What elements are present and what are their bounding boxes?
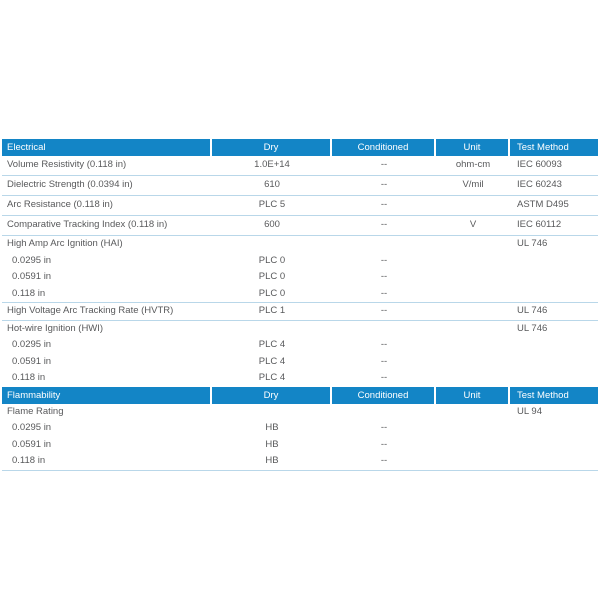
property-cell: Hot-wire Ignition (HWI) xyxy=(7,322,104,334)
table-row xyxy=(2,453,598,471)
table-row xyxy=(2,354,598,371)
table-row xyxy=(2,176,598,196)
unit-cell xyxy=(436,236,510,253)
column-header-conditioned: Conditioned xyxy=(332,139,436,156)
unit-cell xyxy=(436,354,510,371)
section-header-row-flammability xyxy=(2,387,598,404)
conditioned-cell: -- xyxy=(380,339,388,350)
thickness-cell: 0.0295 in xyxy=(12,339,52,350)
conditioned-cell: -- xyxy=(380,271,388,282)
table-row xyxy=(2,216,598,236)
column-header-dry: Dry xyxy=(212,139,332,156)
section-title: Flammability xyxy=(2,387,212,404)
table-row xyxy=(2,286,598,304)
test-method-cell: UL 94 xyxy=(517,405,542,417)
property-cell: High Voltage Arc Tracking Rate (HVTR) xyxy=(7,305,174,316)
conditioned-cell: -- xyxy=(380,254,388,266)
column-header-conditioned: Conditioned xyxy=(332,387,436,404)
test-method-cell xyxy=(510,337,598,354)
table-row xyxy=(2,253,598,270)
conditioned-cell xyxy=(332,404,436,421)
property-cell: Volume Resistivity (0.118 in) xyxy=(7,159,127,170)
table-row xyxy=(2,437,598,454)
section-header-row-electrical xyxy=(2,139,598,156)
test-method-cell xyxy=(510,420,598,437)
dry-value-cell xyxy=(212,321,332,338)
thickness-cell: 0.0591 in xyxy=(12,355,52,367)
unit-cell: V/mil xyxy=(462,179,484,190)
dry-value-cell: PLC 0 xyxy=(258,271,286,282)
test-method-cell: IEC 60112 xyxy=(517,219,562,230)
thickness-cell: 0.0591 in xyxy=(12,438,52,450)
test-method-cell: IEC 60093 xyxy=(517,159,562,170)
dry-value-cell: PLC 0 xyxy=(258,287,286,299)
conditioned-cell: -- xyxy=(380,422,388,433)
conditioned-cell: -- xyxy=(380,305,388,316)
dry-value-cell: 1.0E+14 xyxy=(254,159,290,170)
test-method-cell: UL 746 xyxy=(517,305,548,316)
conditioned-cell: -- xyxy=(380,372,388,383)
dry-value-cell: HB xyxy=(265,422,279,433)
table-row xyxy=(2,337,598,354)
unit-cell xyxy=(436,404,510,421)
test-method-cell xyxy=(510,286,598,303)
conditioned-cell: -- xyxy=(380,159,388,170)
test-method-cell xyxy=(510,269,598,286)
conditioned-cell: -- xyxy=(380,179,388,190)
dry-value-cell: PLC 4 xyxy=(258,339,286,350)
dry-value-cell: PLC 4 xyxy=(258,372,286,383)
dry-value-cell: 610 xyxy=(264,179,280,190)
test-method-cell: IEC 60243 xyxy=(517,179,562,190)
test-method-cell xyxy=(510,437,598,454)
table-row xyxy=(2,420,598,437)
test-method-cell: UL 746 xyxy=(517,238,548,249)
dry-value-cell: PLC 5 xyxy=(258,199,286,210)
table-row xyxy=(2,196,598,216)
table-row xyxy=(2,321,598,338)
thickness-cell: 0.118 in xyxy=(12,455,46,466)
property-cell: Arc Resistance (0.118 in) xyxy=(7,199,113,210)
unit-cell xyxy=(436,420,510,437)
thickness-cell: 0.0591 in xyxy=(12,271,52,282)
dry-value-cell: PLC 1 xyxy=(258,305,286,316)
table-row xyxy=(2,404,598,421)
property-cell: Dielectric Strength (0.0394 in) xyxy=(7,179,133,190)
dry-value-cell: 600 xyxy=(264,219,280,230)
conditioned-cell xyxy=(332,321,436,338)
column-header-unit: Unit xyxy=(436,387,510,404)
test-method-cell xyxy=(510,253,598,270)
thickness-cell: 0.118 in xyxy=(12,287,46,299)
dry-value-cell: HB xyxy=(265,438,279,450)
test-method-cell: UL 746 xyxy=(517,322,548,334)
thickness-cell: 0.0295 in xyxy=(12,254,52,266)
table-row xyxy=(2,303,598,321)
dry-value-cell xyxy=(212,404,332,421)
conditioned-cell: -- xyxy=(380,438,388,450)
dry-value-cell xyxy=(212,236,332,253)
table-row xyxy=(2,269,598,286)
table-row xyxy=(2,236,598,253)
thickness-cell: 0.118 in xyxy=(12,372,46,383)
test-method-cell xyxy=(510,370,598,387)
column-header-test-method: Test Method xyxy=(510,387,598,404)
conditioned-cell: -- xyxy=(380,287,388,299)
test-method-cell xyxy=(510,453,598,470)
unit-cell xyxy=(436,286,510,303)
property-cell: Comparative Tracking Index (0.118 in) xyxy=(7,219,168,230)
column-header-dry: Dry xyxy=(212,387,332,404)
unit-cell xyxy=(436,370,510,387)
conditioned-cell: -- xyxy=(380,199,388,210)
properties-table xyxy=(2,139,598,471)
test-method-cell xyxy=(510,354,598,371)
conditioned-cell: -- xyxy=(380,455,388,466)
unit-cell xyxy=(436,337,510,354)
unit-cell xyxy=(436,453,510,470)
conditioned-cell: -- xyxy=(380,355,388,367)
unit-cell: V xyxy=(469,219,477,230)
unit-cell xyxy=(436,253,510,270)
unit-cell xyxy=(436,196,510,215)
dry-value-cell: HB xyxy=(265,455,279,466)
table-row xyxy=(2,370,598,387)
table-row xyxy=(2,156,598,176)
conditioned-cell: -- xyxy=(380,219,388,230)
property-cell: High Amp Arc Ignition (HAI) xyxy=(7,238,123,249)
unit-cell xyxy=(436,437,510,454)
column-header-test-method: Test Method xyxy=(510,139,598,156)
column-header-unit: Unit xyxy=(436,139,510,156)
unit-cell xyxy=(436,303,510,320)
unit-cell xyxy=(436,321,510,338)
unit-cell: ohm-cm xyxy=(455,159,491,170)
section-title: Electrical xyxy=(2,139,212,156)
dry-value-cell: PLC 4 xyxy=(258,355,286,367)
test-method-cell: ASTM D495 xyxy=(517,199,569,210)
dry-value-cell: PLC 0 xyxy=(258,254,286,266)
unit-cell xyxy=(436,269,510,286)
property-cell: Flame Rating xyxy=(7,405,64,417)
conditioned-cell xyxy=(332,236,436,253)
thickness-cell: 0.0295 in xyxy=(12,422,52,433)
